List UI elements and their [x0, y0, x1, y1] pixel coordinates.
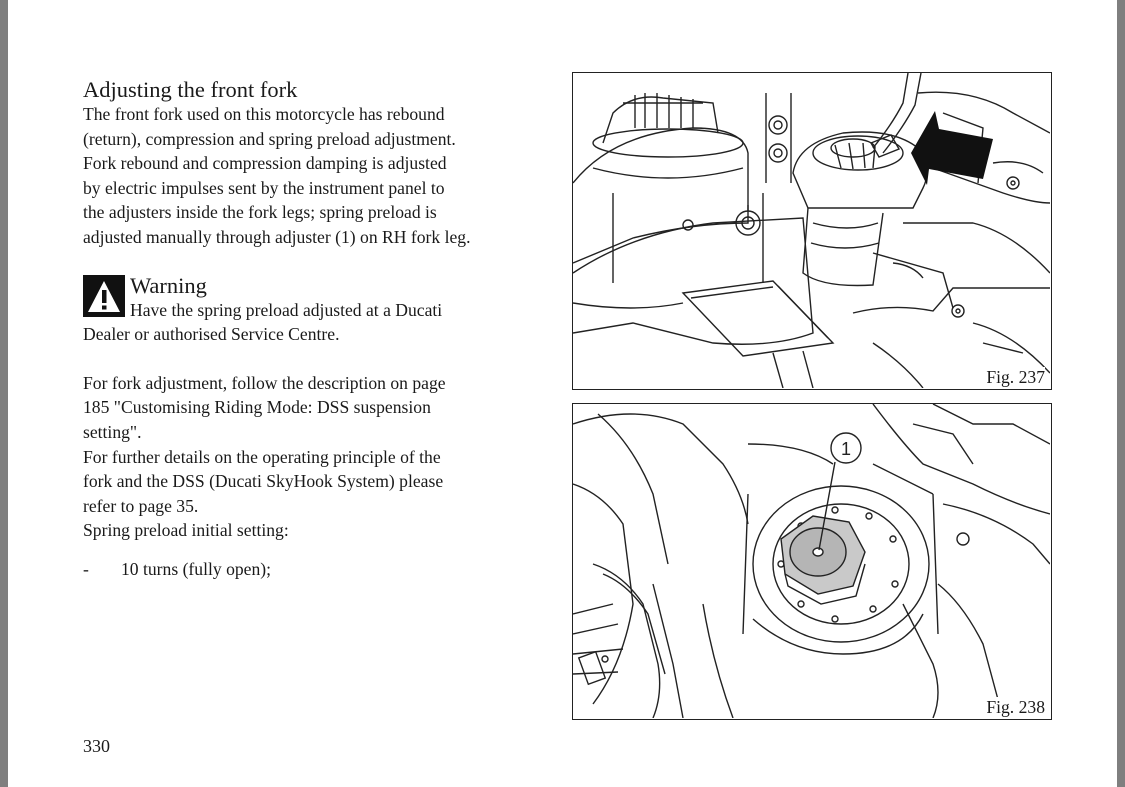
intro-line: by electric impulses sent by the instrument panel to [83, 177, 445, 198]
list-item-text: 10 turns (fully open); [121, 558, 272, 579]
adjustment-line: For further details on the operating principle of the [83, 446, 441, 467]
adjustment-line: For fork adjustment, follow the description on page [83, 372, 446, 393]
section-title: Adjusting the front fork [83, 77, 298, 102]
intro-line: The front fork used on this motorcycle has rebound [83, 104, 445, 124]
page-number: 330 [83, 736, 110, 756]
callout-number: 1 [840, 439, 852, 459]
warning-text: Dealer or authorised Service Centre. [83, 324, 340, 345]
fork-top-illustration [573, 73, 1050, 388]
pointer-arrow-icon [911, 111, 993, 185]
adjustment-line: setting". [83, 421, 142, 442]
figure-237 [572, 72, 1052, 390]
adjustment-line: Spring preload initial setting: [83, 520, 289, 541]
warning-block [83, 274, 563, 347]
adjustment-line: 185 "Customising Riding Mode: DSS suspension [83, 397, 431, 418]
intro-line: the adjusters inside the fork legs; spring preload is [83, 202, 437, 223]
list-bullet: - [83, 558, 89, 579]
intro-line: adjusted manually through adjuster (1) on RH fork leg. [83, 226, 471, 247]
warning-title: Warning [130, 272, 207, 298]
figure-caption: Fig. 237 [982, 367, 1045, 388]
preload-adjuster-illustration [573, 404, 1050, 718]
intro-line: Fork rebound and compression damping is adjusted [83, 153, 447, 174]
warning-text: Have the spring preload adjusted at a Ducati [130, 299, 443, 320]
adjustment-block [83, 371, 563, 581]
figure-caption: Fig. 238 [982, 697, 1045, 718]
warning-triangle-icon [83, 275, 125, 317]
intro-line: (return), compression and spring preload adjustment. [83, 128, 456, 149]
text-column [83, 78, 563, 581]
manual-page [8, 0, 1117, 787]
adjustment-line: fork and the DSS (Ducati SkyHook System) please [83, 471, 444, 492]
figure-238 [572, 403, 1052, 720]
adjustment-line: refer to page 35. [83, 495, 199, 516]
list-item [83, 557, 563, 581]
